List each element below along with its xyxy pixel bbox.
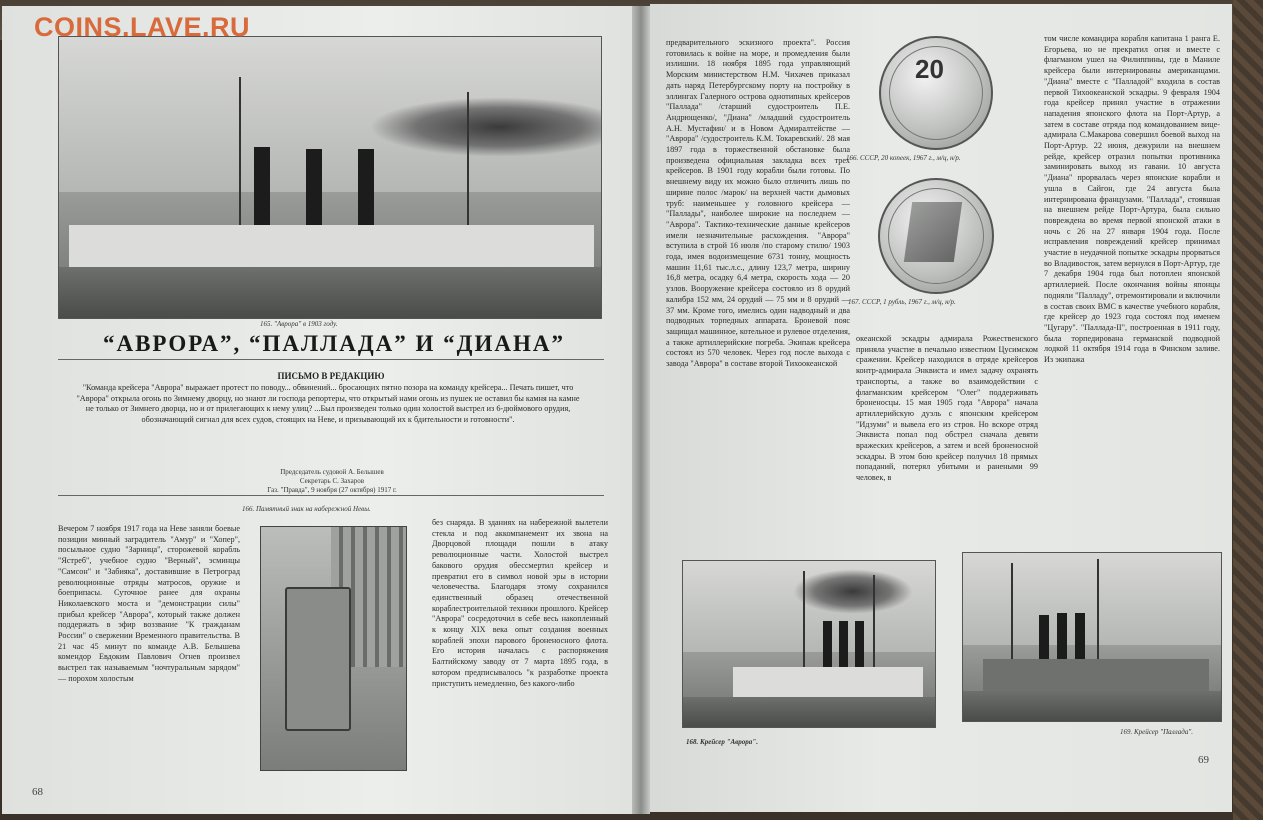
ship-funnel <box>1075 613 1085 663</box>
ship-smoke <box>369 97 602 157</box>
photo-sea <box>59 267 601 318</box>
ship-hull <box>69 225 594 270</box>
aurora-1903-photo <box>58 36 602 319</box>
photo-sea <box>683 697 935 727</box>
ship-mast <box>873 575 875 681</box>
signature-line: Газ. "Правда", 9 ноября (27 октября) 1917 г. <box>267 486 397 494</box>
right-page <box>650 4 1232 812</box>
right-column-3 <box>1044 34 1220 548</box>
carpet-background <box>1233 0 1263 820</box>
ship-mast <box>467 92 469 247</box>
ship-funnel <box>306 149 322 227</box>
divider <box>58 359 604 360</box>
letter-text: "Команда крейсера "Аврора" выражает протест по поводу... обвинений... бросающих пятно позора на команду крейсера... Печать пишет, что "Аврора" открыла огонь по Зимнему дворцу, но знают ли господа репортеры, что открытый нами огонь из пушек не оставил бы камня на камне не только от Зимнего дворца, но и от прилегающих к нему улиц? ...Был произведен только один холостой выстрел из 6-дюймового орудия, обозначающий сигнал для всех судов, стоящих на Неве, и призывающий их к бдительности и готовности". <box>76 383 580 425</box>
ship-mast <box>803 571 805 681</box>
coin-caption: 167. СССР, 1 рубль, 1967 г., м/ц, н/р. <box>848 298 956 306</box>
watermark: COINS.LAVE.RU <box>34 12 251 42</box>
coin-denomination: 20 <box>915 54 944 84</box>
book-gutter <box>632 6 650 814</box>
page-number: 68 <box>32 786 43 798</box>
ship-funnel <box>855 621 864 671</box>
pallada-photo <box>962 552 1222 722</box>
photo-caption: 168. Крейсер "Аврора". <box>686 738 758 746</box>
right-column-1-text: предварительного эскизного проекта". Россия готовилась к войне на море, и промедления были излишни. 18 ноября 1895 года управляющий Морским министерством Н.М. Чихачев приказал дать наряд Петербургскому порту на постройку в эллингах Галерного острова однотипных крейсеров "Паллада" /старший судостроитель П.Е. Андрющенко/, "Диана" /младший судостроитель А.Н. Мустафин/ и в Новом Адмиралтействе — "Аврора" /судостроитель К.М. Токаревский/. 28 мая 1897 года в торжественной обстановке была произведена официальная закладка всех трех крейсеров. В 1901 году корабли были готовы. По внешнему виду их можно было отличить лишь по ширине полос /марок/ на верхней части дымовых труб: наименьшее у головного крейсера — "Паллады", наиболее широкие на последнем — "Аврора". Тактико-технические данные крейсеров имели незначительные расхождения. "Аврора" вступила в строй 16 июля /по старому стилю/ 1903 года, имея водоизмещение 6731 тонну, мощность машин 11,61 тыс.л.с., длину 123,7 метра, ширину 16,8 метра, осадку 6,4 метра, скорость хода — 20 узлов. Вооружение крейсера состояло из 8 орудий калибра 152 мм, 24 орудий — 75 мм и 8 орудий — 37 мм. Кроме того, имелись один надводный и два подводных торпедных аппарата. Броневой пояс защищал машинное, котельное и рулевое отделения, а также артиллерийские погреба. Экипаж крейсера состоял из 570 человек. Через год после выхода с завода "Аврора" в составе второй Тихоокеанской <box>666 38 850 369</box>
right-column-2-text: океанской эскадры адмирала Рожественского приняла участие в печально известном Цусимском сражении. Крейсер находился в отряде крейсеров контр-адмирала Энквиста и имел задачу охранять транспорты, а также во взаимодействии с флагманским крейсером "Олег" поддерживать броненосцы. 15 мая 1905 года "Аврора" начала артиллерийскую дуэль с японским крейсером "Идзуми" и вывела его из строя. Но вскоре отряд Энквиста попал под обстрел сначала девяти вражеских крейсеров, а затем и всей броненосной эскадры. В этом бою крейсер получил 18 прямых попаданий, потерял убитыми и ранеными 99 человек, в <box>856 334 1038 483</box>
memorial-plaque <box>285 587 351 731</box>
photo-sea <box>963 691 1221 721</box>
page-number: 69 <box>1198 754 1209 766</box>
coin-caption: 166. СССР, 20 копеек, 1967 г., м/ц, н/р. <box>846 154 961 162</box>
photo-caption: 169. Крейсер "Паллада". <box>1120 728 1194 736</box>
left-page <box>2 6 634 814</box>
photo-caption: 165. "Аврора" в 1903 году. <box>260 320 338 328</box>
article-title: “АВРОРА”, “ПАЛЛАДА” И “ДИАНА” <box>102 331 565 356</box>
ship-funnel <box>839 621 848 671</box>
article-column-3 <box>432 518 608 780</box>
ship-funnel <box>358 149 374 227</box>
monument-caption: 166. Памятный знак на набережной Невы. <box>242 505 371 513</box>
right-column-1 <box>666 38 850 558</box>
article-column-3-text: без снаряда. В зданиях на набережной вылетели стекла и под аккомпанемент их звона на Дворцовой площади пошли в атаку революционные части. Холостой выстрел бакового орудия обессмертил крейсер и превратил его в символ новой эры в истории человечества. Благодаря этому сохранился единственный образец отечественной кораблестроительной техники прошлого. Крейсер "Аврора" сосредоточил в себе весь накопленный к концу XIX века опыт создания военных кораблей эпохи парового броненосного флота. Его история началась с распоряжения Балтийскому заводу от 7 марта 1895 года, в котором предписывалось "к разработке проекта приступить немедленно, без какого-либо <box>432 518 608 688</box>
ship-mast <box>239 77 241 247</box>
ship-hull <box>733 667 923 700</box>
ship-funnel <box>254 147 270 227</box>
signature-line: Секретарь С. Захаров <box>299 477 365 485</box>
signature-line: Председатель судовой А. Белышев <box>280 468 384 476</box>
right-column-2 <box>856 334 1038 550</box>
ship-funnel <box>823 621 832 671</box>
coin-relief <box>904 202 962 262</box>
letter-signature <box>232 468 432 495</box>
article-column-1 <box>58 524 240 776</box>
divider <box>58 495 604 496</box>
ship-funnel <box>1057 613 1067 663</box>
article-column-1-text: Вечером 7 ноября 1917 года на Неве заняли боевые позиции минный заградитель "Амур" и "Хопер", посыльное судно "Зарница", сторожевой корабль "Ястреб", учебное судно "Верный", эсминцы "Самсон" и "Забияка", доставившие в Петроград революционные отряды матросов, оружие и боеприпасы. Суточное ранее для охраны Николаевского моста и "демонстрации силы" прибыл крейсер "Аврора", который также должен поддержать в эфир воззвание "К гражданам России" о свержении Временного правительства. В 21 час 45 минут по команде А.В. Белышева комендор Евдоким Павлович Огнев произвел выстрел так называемым "ночтуральным зарядом" — порохом холостым <box>58 524 240 683</box>
ship-smoke <box>793 569 913 614</box>
right-column-3-text: том числе командира корабля капитана 1 ранга Е. Егорьева, но не прекратил огня и вместе с флагманом ушел на Филиппины, где в Маниле крейсера были интернированы американцами. "Диана" вместе с "Палладой" входила в состав первой Тихоокеанской эскадры. 9 февраля 1904 года крейсер принял участие в отражении нападения японского флота на Порт-Артур, а затем в составе отряда под командованием вице-адмирала С.Макарова совершил боевой выход на Порт-Артур. 22 июня, дежурили на внешнем рейде, крейсер отразил попытки противника заминировать выход из гавани. 10 августа "Диана" прорвалась через японские корабли и ушла в Сайгон, где 24 августа была интернирована французами. "Паллада", стоявшая на внешнем рейде Порт-Артура, была сильно повреждена во время первой японской атаки в ночь с 26 на 27 января 1904 года. После исправления повреждений крейсер принимал участие в неудачной попытке эскадры прорваться во Владивосток, затем вернулся в Порт-Артур, где 7 декабря 1904 года был потоплен японской артиллерией. После окончания войны японцы подняли "Палладу", отремонтировали и включили в состав своих ВМС в качестве учебного корабля, где крейсер до 1923 года состоял под именем "Цугару". "Паллада-II", построенная в 1911 году, была торпедирована германской подводной лодкой 11 октября 1914 года в Финском заливе. Из экипажа <box>1044 34 1220 365</box>
monument-photo <box>260 526 407 771</box>
aurora-photo <box>682 560 936 728</box>
ship-funnel <box>1039 615 1049 663</box>
coin-20-kopeks <box>879 36 993 150</box>
photo-sky <box>963 553 1221 645</box>
letter-heading: ПИСЬМО В РЕДАКЦИЮ <box>277 371 385 381</box>
coin-1-ruble <box>878 178 994 294</box>
